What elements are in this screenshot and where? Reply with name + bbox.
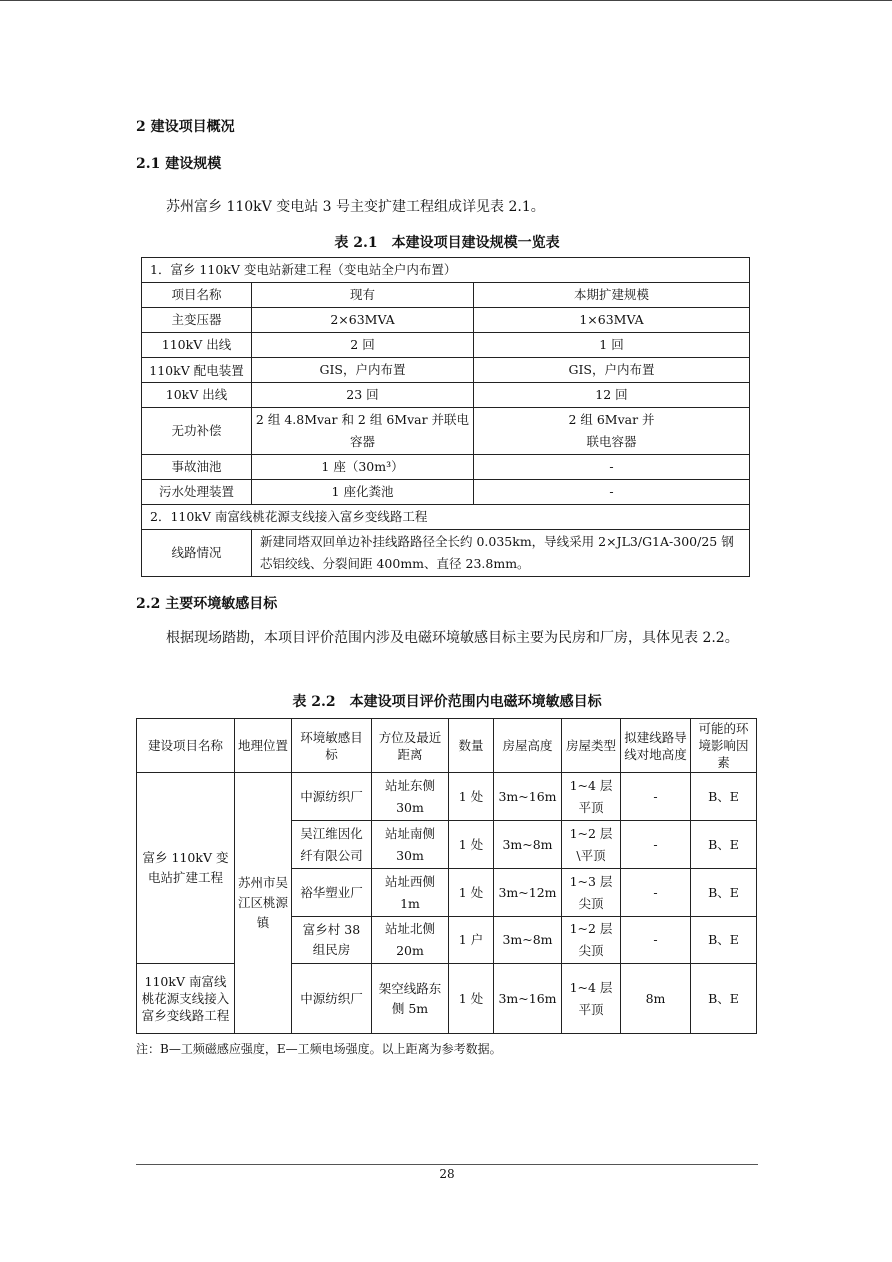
table-cell: 8m <box>621 964 691 1034</box>
table-row <box>142 258 750 283</box>
table-cell: 1×63MVA <box>474 308 750 333</box>
table-cell: 10kV 出线 <box>142 383 252 408</box>
paragraph-sensitive-targets: 根据现场踏勘，本项目评价范围内涉及电磁环境敏感目标主要为民房和厂房，具体见表 2.2。 <box>166 630 739 646</box>
table-cell: 站址南侧 30m <box>372 821 449 869</box>
table-cell: 1~3 层尖顶 <box>562 869 621 917</box>
table-header-row <box>142 283 750 308</box>
table-row <box>142 408 750 455</box>
table-cell: 110kV 配电装置 <box>142 358 252 383</box>
table-header-cell: 房屋类型 <box>562 719 621 773</box>
subsection-heading-scale: 2.1 建设规模 <box>136 156 222 172</box>
table-cell: 富乡村 38 组民房 <box>292 917 372 964</box>
table-cell: 1 处 <box>449 773 494 821</box>
table-cell: 1~4 层平顶 <box>562 964 621 1034</box>
table-cell: 1 座化粪池 <box>252 480 474 505</box>
table-cell: 3m~8m <box>494 917 562 964</box>
table-row <box>142 383 750 408</box>
table-cell: 1 处 <box>449 821 494 869</box>
table-cell: 12 回 <box>474 383 750 408</box>
table-row <box>137 964 757 1034</box>
table-cell: 污水处理装置 <box>142 480 252 505</box>
table-cell: 1 处 <box>449 869 494 917</box>
table-cell: - <box>474 480 750 505</box>
table-row <box>142 333 750 358</box>
table-cell-line-description: 新建同塔双回单边补挂线路路径全长约 0.035km，导线采用 2×JL3/G1A-300/25 钢芯铝绞线、分裂间距 400mm、直径 23.8mm。 <box>252 530 750 577</box>
table-header-cell: 地理位置 <box>235 719 292 773</box>
table-cell-project: 110kV 南富线桃花源支线接入富乡变线路工程 <box>137 964 235 1034</box>
table-row <box>142 505 750 530</box>
table-header-cell: 现有 <box>252 283 474 308</box>
table-cell: 1 户 <box>449 917 494 964</box>
table-cell: 1 处 <box>449 964 494 1034</box>
table-cell: GIS，户内布置 <box>474 358 750 383</box>
table-cell: 3m~12m <box>494 869 562 917</box>
table-cell: 2×63MVA <box>252 308 474 333</box>
table-sensitive-targets <box>136 718 757 1034</box>
table1-caption: 表 2.1 本建设项目建设规模一览表 <box>334 235 560 251</box>
table2-caption: 表 2.2 本建设项目评价范围内电磁环境敏感目标 <box>292 694 602 710</box>
table-row <box>142 308 750 333</box>
table-cell: GIS，户内布置 <box>252 358 474 383</box>
table-cell: 1 回 <box>474 333 750 358</box>
table-cell: 2 组 6Mvar 并联电容器 <box>474 408 750 455</box>
table-cell: B、E <box>691 821 757 869</box>
table-cell: 1~4 层平顶 <box>562 773 621 821</box>
table-cell: B、E <box>691 869 757 917</box>
table-row <box>142 530 750 577</box>
table-cell: - <box>621 917 691 964</box>
footer-divider <box>136 1164 758 1165</box>
table-cell: 事故油池 <box>142 455 252 480</box>
table-cell: 主变压器 <box>142 308 252 333</box>
table-header-row <box>137 719 757 773</box>
table-header-cell: 方位及最近距离 <box>372 719 449 773</box>
table-cell: 1 座（30m³） <box>252 455 474 480</box>
table-row <box>137 773 757 821</box>
table-cell: 架空线路东侧 5m <box>372 964 449 1034</box>
table-cell: 2 回 <box>252 333 474 358</box>
table-header-cell: 本期扩建规模 <box>474 283 750 308</box>
table-section-cell: 1．富乡 110kV 变电站新建工程（变电站全户内布置） <box>142 258 750 283</box>
section-heading: 2 建设项目概况 <box>136 119 235 135</box>
table-header-cell: 建设项目名称 <box>137 719 235 773</box>
table-construction-scale <box>141 257 750 577</box>
table-cell: - <box>621 773 691 821</box>
table-cell: 吴江维因化纤有限公司 <box>292 821 372 869</box>
table-cell: 裕华塑业厂 <box>292 869 372 917</box>
table-header-cell: 项目名称 <box>142 283 252 308</box>
table-cell: 3m~16m <box>494 773 562 821</box>
table-header-cell: 环境敏感目标 <box>292 719 372 773</box>
table-cell: 3m~8m <box>494 821 562 869</box>
table-note: 注：B—工频磁感应强度，E—工频电场强度。以上距离为参考数据。 <box>136 1042 502 1056</box>
table-row <box>142 480 750 505</box>
table-cell-location: 苏州市吴江区桃源镇 <box>235 773 292 1034</box>
table-cell: B、E <box>691 917 757 964</box>
table-cell: - <box>621 869 691 917</box>
table-cell: 站址西侧 1m <box>372 869 449 917</box>
table-cell: 3m~16m <box>494 964 562 1034</box>
table-header-cell: 数量 <box>449 719 494 773</box>
table-cell: 23 回 <box>252 383 474 408</box>
table-cell: 站址东侧 30m <box>372 773 449 821</box>
table-cell-project: 富乡 110kV 变电站扩建工程 <box>137 773 235 964</box>
table-cell: 1~2 层\平顶 <box>562 821 621 869</box>
table-row <box>142 358 750 383</box>
table-cell: 中源纺织厂 <box>292 964 372 1034</box>
table-cell: B、E <box>691 773 757 821</box>
paragraph-scale: 苏州富乡 110kV 变电站 3 号主变扩建工程组成详见表 2.1。 <box>166 199 545 215</box>
table-cell: - <box>474 455 750 480</box>
table-cell: 2 组 4.8Mvar 和 2 组 6Mvar 并联电容器 <box>252 408 474 455</box>
table-header-cell: 拟建线路导线对地高度 <box>621 719 691 773</box>
table-cell: 线路情况 <box>142 530 252 577</box>
table-cell: 无功补偿 <box>142 408 252 455</box>
table-row <box>142 455 750 480</box>
table-cell: 110kV 出线 <box>142 333 252 358</box>
table-cell: 1~2 层尖顶 <box>562 917 621 964</box>
table-cell: - <box>621 821 691 869</box>
subsection-heading-sensitive-targets: 2.2 主要环境敏感目标 <box>136 596 278 612</box>
table-header-cell: 房屋高度 <box>494 719 562 773</box>
table-cell: 站址北侧 20m <box>372 917 449 964</box>
table-section-cell: 2．110kV 南富线桃花源支线接入富乡变线路工程 <box>142 505 750 530</box>
table-header-cell: 可能的环境影响因素 <box>691 719 757 773</box>
table-cell: B、E <box>691 964 757 1034</box>
table-cell: 中源纺织厂 <box>292 773 372 821</box>
top-border-line <box>0 0 892 1</box>
page-number: 28 <box>439 1167 455 1181</box>
